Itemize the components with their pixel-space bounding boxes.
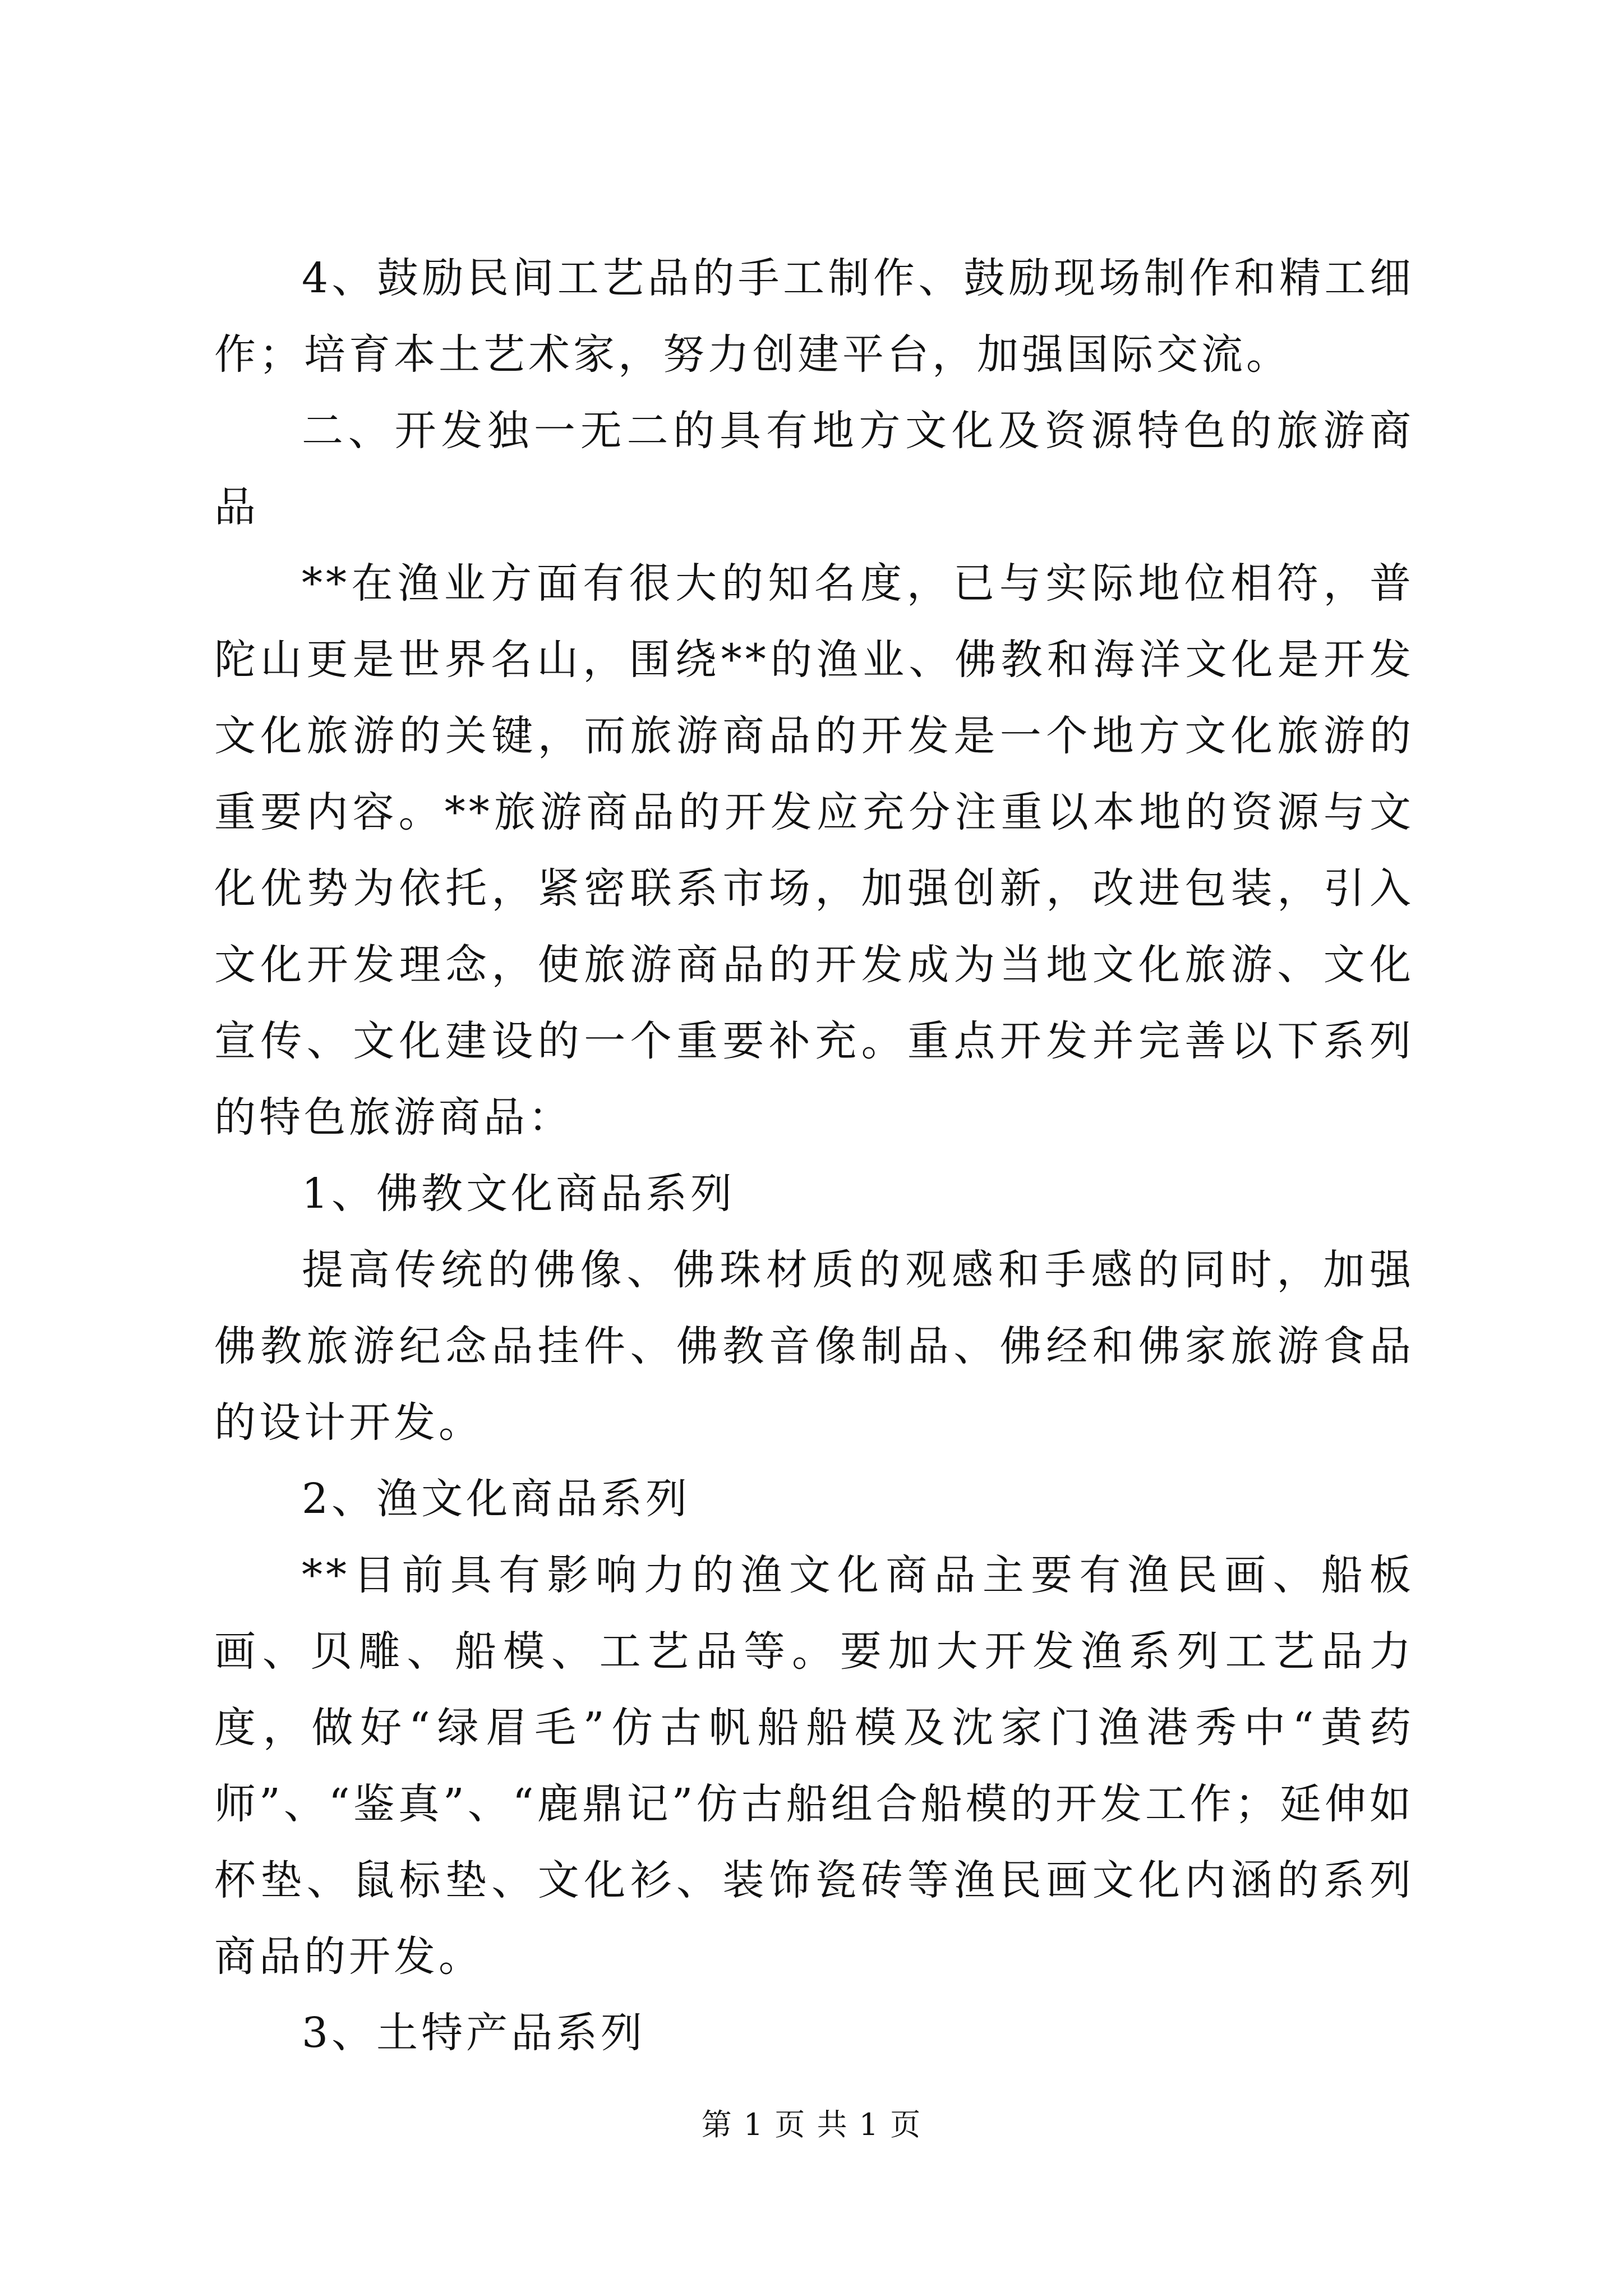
paragraph-item-4: 4、鼓励民间工艺品的手工制作、鼓励现场制作和精工细作；培育本土艺术家，努力创建平台，加强国际交流。 [214, 254, 1414, 379]
page-footer: 第 1 页 共 1 页 [701, 2107, 922, 2142]
document-body [214, 240, 1414, 2071]
paragraph-fishing-series: **目前具有影响力的渔文化商品主要有渔民画、船板画、贝雕、船模、工艺品等。要加大开发渔系列工艺品力度，做好“绿眉毛”仿古帆船船模及沈家门渔港秀中“黄药师”、“鉴真”、“鹿鼎记”仿古船组合船模的开发工作；延伸如杯垫、鼠标垫、文化衫、装饰瓷砖等渔民画文化内涵的系列商品的开发。 [214, 1551, 1414, 1981]
subheading-fishing-series: 2、渔文化商品系列 [302, 1475, 691, 1523]
subheading-buddhist-series: 1、佛教文化商品系列 [302, 1170, 736, 1218]
paragraph-intro: **在渔业方面有很大的知名度，已与实际地位相符，普陀山更是世界名山，围绕**的渔业、佛教和海洋文化是开发文化旅游的关键，而旅游商品的开发是一个地方文化旅游的重要内容。**旅游商品的开发应充分注重以本地的资源与文化优势为依托，紧密联系市场，加强创新，改进包装，引入文化开发理念，使旅游商品的开发成为当地文化旅游、文化宣传、文化建设的一个重要补充。重点开发并完善以下系列的特色旅游商品： [214, 559, 1414, 1142]
section-heading-2: 二、开发独一无二的具有地方文化及资源特色的旅游商品 [214, 407, 1414, 531]
paragraph-buddhist-series: 提高传统的佛像、佛珠材质的观感和手感的同时，加强佛教旅游纪念品挂件、佛教音像制品、佛经和佛家旅游食品的设计开发。 [214, 1246, 1414, 1447]
subheading-local-products-series: 3、土特产品系列 [302, 2009, 646, 2057]
